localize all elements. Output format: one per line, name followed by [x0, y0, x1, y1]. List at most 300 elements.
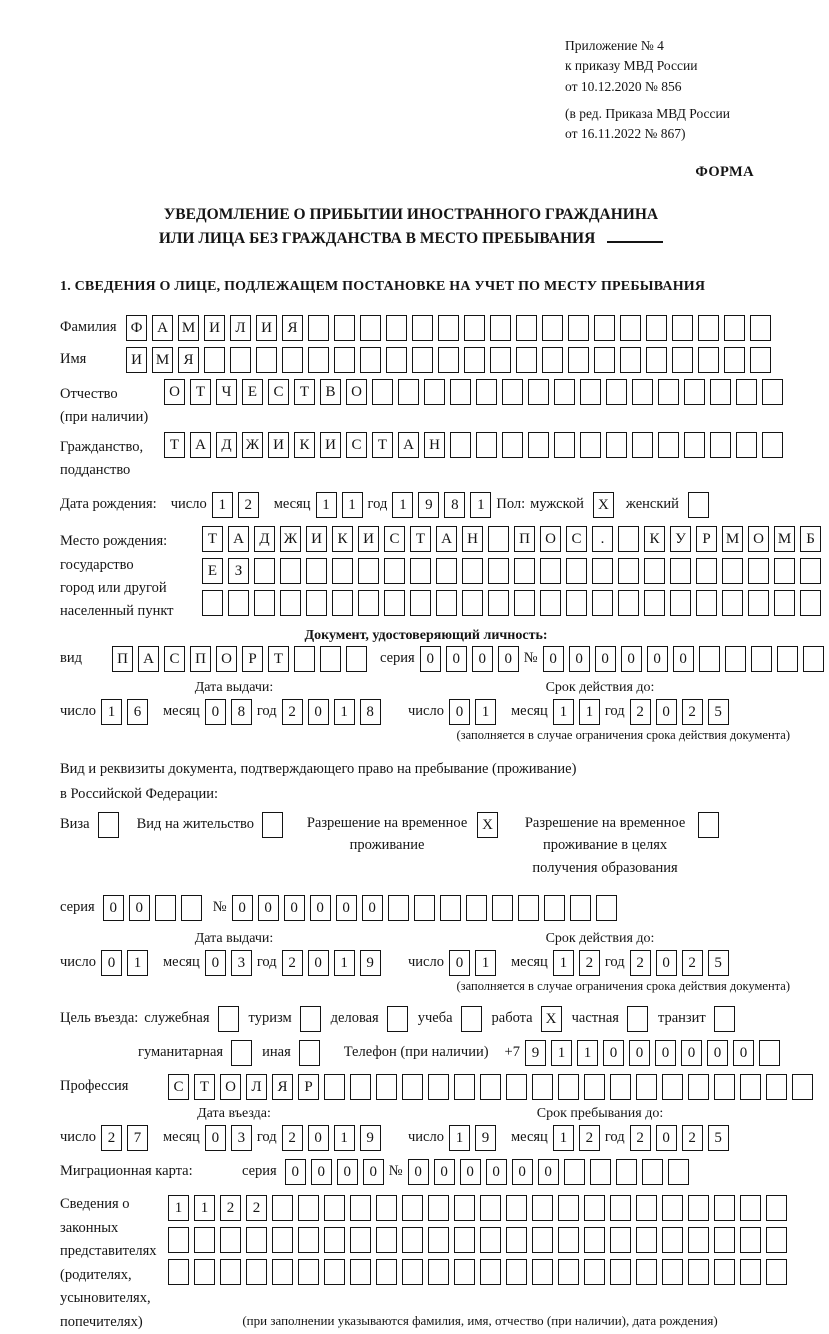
purpose-official-checkbox[interactable] [218, 1006, 239, 1032]
purpose-business-checkbox[interactable] [387, 1006, 408, 1032]
char-cell[interactable]: З [228, 558, 249, 584]
char-cell[interactable] [636, 1195, 657, 1221]
char-cell[interactable]: 0 [311, 1159, 332, 1185]
char-cell[interactable] [594, 315, 615, 341]
char-cell[interactable] [688, 1227, 709, 1253]
char-cell[interactable]: 2 [630, 699, 651, 725]
char-cell[interactable]: К [294, 432, 315, 458]
char-cell[interactable] [592, 590, 613, 616]
char-cell[interactable] [584, 1227, 605, 1253]
char-cell[interactable]: 0 [258, 895, 279, 921]
char-cell[interactable] [502, 379, 523, 405]
char-cell[interactable] [670, 558, 691, 584]
char-cell[interactable] [518, 895, 539, 921]
char-cell[interactable]: 0 [707, 1040, 728, 1066]
char-cell[interactable] [620, 347, 641, 373]
char-cell[interactable] [492, 895, 513, 921]
char-cell[interactable]: Т [268, 646, 289, 672]
char-cell[interactable] [714, 1195, 735, 1221]
char-cell[interactable]: 0 [308, 699, 329, 725]
char-cell[interactable]: П [190, 646, 211, 672]
purpose-other-checkbox[interactable] [299, 1040, 320, 1066]
char-cell[interactable]: 1 [342, 492, 363, 518]
char-cell[interactable]: 1 [577, 1040, 598, 1066]
char-cell[interactable] [644, 558, 665, 584]
char-cell[interactable] [256, 347, 277, 373]
char-cell[interactable] [450, 379, 471, 405]
char-cell[interactable]: 1 [101, 699, 122, 725]
char-cell[interactable]: Е [242, 379, 263, 405]
char-cell[interactable]: У [670, 526, 691, 552]
char-cell[interactable]: 0 [232, 895, 253, 921]
char-cell[interactable]: 0 [205, 699, 226, 725]
char-cell[interactable] [696, 558, 717, 584]
char-cell[interactable] [480, 1195, 501, 1221]
char-cell[interactable]: Л [230, 315, 251, 341]
char-cell[interactable] [414, 895, 435, 921]
char-cell[interactable]: 6 [127, 699, 148, 725]
char-cell[interactable]: 2 [682, 1125, 703, 1151]
char-cell[interactable] [698, 347, 719, 373]
char-cell[interactable] [740, 1195, 761, 1221]
char-cell[interactable] [466, 895, 487, 921]
char-cell[interactable] [410, 558, 431, 584]
char-cell[interactable] [384, 590, 405, 616]
char-cell[interactable] [724, 347, 745, 373]
char-cell[interactable]: 0 [629, 1040, 650, 1066]
char-cell[interactable]: С [164, 646, 185, 672]
char-cell[interactable]: 5 [708, 1125, 729, 1151]
char-cell[interactable]: С [268, 379, 289, 405]
char-cell[interactable] [662, 1195, 683, 1221]
char-cell[interactable] [672, 347, 693, 373]
char-cell[interactable] [480, 1074, 501, 1100]
char-cell[interactable] [360, 347, 381, 373]
char-cell[interactable] [516, 315, 537, 341]
char-cell[interactable] [454, 1195, 475, 1221]
char-cell[interactable]: 0 [284, 895, 305, 921]
char-cell[interactable] [596, 895, 617, 921]
char-cell[interactable] [658, 432, 679, 458]
char-cell[interactable] [670, 590, 691, 616]
char-cell[interactable]: А [152, 315, 173, 341]
char-cell[interactable] [346, 646, 367, 672]
char-cell[interactable]: 7 [127, 1125, 148, 1151]
char-cell[interactable] [688, 1259, 709, 1285]
char-cell[interactable]: 2 [682, 699, 703, 725]
char-cell[interactable] [516, 347, 537, 373]
char-cell[interactable]: 0 [655, 1040, 676, 1066]
char-cell[interactable]: М [722, 526, 743, 552]
char-cell[interactable]: Т [190, 379, 211, 405]
char-cell[interactable] [714, 1074, 735, 1100]
char-cell[interactable] [298, 1195, 319, 1221]
char-cell[interactable] [502, 432, 523, 458]
char-cell[interactable] [324, 1259, 345, 1285]
char-cell[interactable]: 0 [308, 950, 329, 976]
char-cell[interactable]: 2 [238, 492, 259, 518]
char-cell[interactable] [324, 1074, 345, 1100]
char-cell[interactable] [722, 558, 743, 584]
char-cell[interactable] [636, 1227, 657, 1253]
char-cell[interactable] [280, 590, 301, 616]
char-cell[interactable]: 1 [392, 492, 413, 518]
char-cell[interactable]: А [398, 432, 419, 458]
char-cell[interactable]: 2 [579, 950, 600, 976]
char-cell[interactable] [540, 558, 561, 584]
char-cell[interactable] [490, 315, 511, 341]
char-cell[interactable]: 1 [553, 1125, 574, 1151]
char-cell[interactable] [540, 590, 561, 616]
char-cell[interactable] [376, 1074, 397, 1100]
char-cell[interactable]: . [592, 526, 613, 552]
char-cell[interactable] [751, 646, 772, 672]
char-cell[interactable]: Р [298, 1074, 319, 1100]
char-cell[interactable] [618, 590, 639, 616]
char-cell[interactable] [542, 347, 563, 373]
char-cell[interactable]: 0 [603, 1040, 624, 1066]
char-cell[interactable]: В [320, 379, 341, 405]
char-cell[interactable] [462, 590, 483, 616]
char-cell[interactable]: 1 [579, 699, 600, 725]
char-cell[interactable] [204, 347, 225, 373]
char-cell[interactable] [202, 590, 223, 616]
char-cell[interactable] [554, 432, 575, 458]
char-cell[interactable] [594, 347, 615, 373]
char-cell[interactable] [688, 1195, 709, 1221]
char-cell[interactable]: 0 [408, 1159, 429, 1185]
char-cell[interactable] [620, 315, 641, 341]
char-cell[interactable]: 0 [656, 1125, 677, 1151]
char-cell[interactable]: И [358, 526, 379, 552]
char-cell[interactable] [684, 379, 705, 405]
char-cell[interactable] [324, 1227, 345, 1253]
char-cell[interactable] [710, 379, 731, 405]
char-cell[interactable]: 2 [282, 950, 303, 976]
char-cell[interactable] [282, 347, 303, 373]
char-cell[interactable] [544, 895, 565, 921]
char-cell[interactable] [564, 1159, 585, 1185]
char-cell[interactable]: С [566, 526, 587, 552]
char-cell[interactable] [402, 1227, 423, 1253]
char-cell[interactable]: И [320, 432, 341, 458]
char-cell[interactable] [332, 590, 353, 616]
char-cell[interactable]: 1 [127, 950, 148, 976]
char-cell[interactable] [308, 347, 329, 373]
char-cell[interactable]: 0 [363, 1159, 384, 1185]
gender-female-checkbox[interactable] [688, 492, 709, 518]
char-cell[interactable]: 8 [360, 699, 381, 725]
char-cell[interactable] [636, 1259, 657, 1285]
char-cell[interactable]: 1 [316, 492, 337, 518]
char-cell[interactable] [714, 1227, 735, 1253]
char-cell[interactable] [748, 590, 769, 616]
char-cell[interactable]: 1 [194, 1195, 215, 1221]
char-cell[interactable]: С [168, 1074, 189, 1100]
char-cell[interactable]: 5 [708, 699, 729, 725]
char-cell[interactable] [220, 1227, 241, 1253]
char-cell[interactable] [696, 590, 717, 616]
char-cell[interactable]: Ф [126, 315, 147, 341]
char-cell[interactable]: 1 [553, 699, 574, 725]
char-cell[interactable] [632, 379, 653, 405]
char-cell[interactable]: 2 [630, 950, 651, 976]
char-cell[interactable] [220, 1259, 241, 1285]
char-cell[interactable]: 0 [538, 1159, 559, 1185]
char-cell[interactable]: Е [202, 558, 223, 584]
char-cell[interactable] [698, 315, 719, 341]
char-cell[interactable] [254, 590, 275, 616]
char-cell[interactable] [558, 1195, 579, 1221]
char-cell[interactable]: С [346, 432, 367, 458]
char-cell[interactable]: 0 [569, 646, 590, 672]
char-cell[interactable] [566, 558, 587, 584]
char-cell[interactable]: И [268, 432, 289, 458]
char-cell[interactable] [740, 1259, 761, 1285]
char-cell[interactable] [306, 558, 327, 584]
char-cell[interactable] [294, 646, 315, 672]
char-cell[interactable]: Т [202, 526, 223, 552]
char-cell[interactable]: 1 [334, 950, 355, 976]
char-cell[interactable] [372, 379, 393, 405]
char-cell[interactable] [646, 315, 667, 341]
char-cell[interactable] [528, 432, 549, 458]
char-cell[interactable] [736, 379, 757, 405]
char-cell[interactable] [662, 1074, 683, 1100]
purpose-humanitarian-checkbox[interactable] [231, 1040, 252, 1066]
purpose-study-checkbox[interactable] [461, 1006, 482, 1032]
char-cell[interactable]: 1 [168, 1195, 189, 1221]
char-cell[interactable]: М [152, 347, 173, 373]
char-cell[interactable] [759, 1040, 780, 1066]
char-cell[interactable] [590, 1159, 611, 1185]
char-cell[interactable]: Ж [280, 526, 301, 552]
char-cell[interactable]: О [164, 379, 185, 405]
char-cell[interactable]: П [112, 646, 133, 672]
char-cell[interactable] [532, 1074, 553, 1100]
char-cell[interactable] [350, 1074, 371, 1100]
char-cell[interactable] [532, 1227, 553, 1253]
char-cell[interactable]: Т [164, 432, 185, 458]
char-cell[interactable] [386, 315, 407, 341]
char-cell[interactable]: 0 [420, 646, 441, 672]
char-cell[interactable] [762, 379, 783, 405]
char-cell[interactable]: И [306, 526, 327, 552]
char-cell[interactable]: 1 [553, 950, 574, 976]
char-cell[interactable] [568, 347, 589, 373]
char-cell[interactable] [740, 1074, 761, 1100]
char-cell[interactable] [454, 1227, 475, 1253]
char-cell[interactable] [658, 379, 679, 405]
char-cell[interactable]: 0 [446, 646, 467, 672]
char-cell[interactable]: К [644, 526, 665, 552]
char-cell[interactable]: 0 [621, 646, 642, 672]
char-cell[interactable]: 2 [101, 1125, 122, 1151]
char-cell[interactable]: Р [242, 646, 263, 672]
char-cell[interactable] [386, 347, 407, 373]
char-cell[interactable] [168, 1259, 189, 1285]
gender-male-checkbox[interactable]: X [593, 492, 614, 518]
char-cell[interactable] [246, 1227, 267, 1253]
char-cell[interactable] [610, 1195, 631, 1221]
char-cell[interactable] [584, 1074, 605, 1100]
char-cell[interactable]: 0 [308, 1125, 329, 1151]
char-cell[interactable] [308, 315, 329, 341]
char-cell[interactable] [792, 1074, 813, 1100]
char-cell[interactable]: А [436, 526, 457, 552]
char-cell[interactable]: 9 [418, 492, 439, 518]
char-cell[interactable] [542, 315, 563, 341]
char-cell[interactable]: Т [194, 1074, 215, 1100]
char-cell[interactable] [254, 558, 275, 584]
char-cell[interactable]: И [204, 315, 225, 341]
char-cell[interactable] [324, 1195, 345, 1221]
char-cell[interactable] [570, 895, 591, 921]
char-cell[interactable] [454, 1074, 475, 1100]
char-cell[interactable] [644, 590, 665, 616]
visa-checkbox[interactable] [98, 812, 119, 838]
char-cell[interactable] [168, 1227, 189, 1253]
char-cell[interactable] [616, 1159, 637, 1185]
char-cell[interactable] [350, 1259, 371, 1285]
char-cell[interactable]: 0 [647, 646, 668, 672]
char-cell[interactable] [358, 590, 379, 616]
char-cell[interactable]: Я [282, 315, 303, 341]
char-cell[interactable] [584, 1195, 605, 1221]
char-cell[interactable] [194, 1227, 215, 1253]
char-cell[interactable]: Д [216, 432, 237, 458]
char-cell[interactable] [558, 1227, 579, 1253]
char-cell[interactable] [618, 526, 639, 552]
char-cell[interactable] [402, 1259, 423, 1285]
char-cell[interactable] [724, 315, 745, 341]
char-cell[interactable] [194, 1259, 215, 1285]
char-cell[interactable]: 2 [282, 699, 303, 725]
char-cell[interactable] [428, 1195, 449, 1221]
char-cell[interactable]: 1 [334, 699, 355, 725]
char-cell[interactable] [332, 558, 353, 584]
char-cell[interactable]: Я [272, 1074, 293, 1100]
char-cell[interactable]: О [540, 526, 561, 552]
char-cell[interactable]: Ч [216, 379, 237, 405]
char-cell[interactable]: 0 [362, 895, 383, 921]
char-cell[interactable]: 9 [525, 1040, 546, 1066]
char-cell[interactable] [584, 1259, 605, 1285]
char-cell[interactable] [298, 1227, 319, 1253]
char-cell[interactable]: 0 [449, 950, 470, 976]
char-cell[interactable] [360, 315, 381, 341]
char-cell[interactable]: 1 [212, 492, 233, 518]
char-cell[interactable] [532, 1259, 553, 1285]
char-cell[interactable]: А [190, 432, 211, 458]
char-cell[interactable]: Н [424, 432, 445, 458]
char-cell[interactable]: 0 [285, 1159, 306, 1185]
char-cell[interactable] [766, 1195, 787, 1221]
char-cell[interactable]: А [228, 526, 249, 552]
char-cell[interactable] [410, 590, 431, 616]
char-cell[interactable]: 0 [656, 950, 677, 976]
char-cell[interactable] [438, 347, 459, 373]
char-cell[interactable]: О [346, 379, 367, 405]
char-cell[interactable]: 0 [681, 1040, 702, 1066]
char-cell[interactable]: 5 [708, 950, 729, 976]
char-cell[interactable]: Р [696, 526, 717, 552]
char-cell[interactable] [272, 1259, 293, 1285]
char-cell[interactable] [298, 1259, 319, 1285]
char-cell[interactable] [440, 895, 461, 921]
char-cell[interactable] [350, 1227, 371, 1253]
char-cell[interactable]: О [748, 526, 769, 552]
purpose-tourism-checkbox[interactable] [300, 1006, 321, 1032]
char-cell[interactable] [636, 1074, 657, 1100]
char-cell[interactable] [662, 1227, 683, 1253]
char-cell[interactable]: О [216, 646, 237, 672]
char-cell[interactable] [748, 558, 769, 584]
char-cell[interactable] [428, 1227, 449, 1253]
char-cell[interactable]: Д [254, 526, 275, 552]
char-cell[interactable] [777, 646, 798, 672]
char-cell[interactable] [480, 1227, 501, 1253]
char-cell[interactable]: Т [294, 379, 315, 405]
char-cell[interactable] [506, 1074, 527, 1100]
char-cell[interactable] [580, 379, 601, 405]
char-cell[interactable] [610, 1259, 631, 1285]
char-cell[interactable] [306, 590, 327, 616]
char-cell[interactable] [464, 347, 485, 373]
char-cell[interactable]: 0 [486, 1159, 507, 1185]
char-cell[interactable] [528, 379, 549, 405]
char-cell[interactable] [725, 646, 746, 672]
char-cell[interactable]: И [126, 347, 147, 373]
char-cell[interactable] [668, 1159, 689, 1185]
char-cell[interactable] [398, 379, 419, 405]
char-cell[interactable] [532, 1195, 553, 1221]
char-cell[interactable] [480, 1259, 501, 1285]
char-cell[interactable]: 0 [336, 895, 357, 921]
char-cell[interactable] [688, 1074, 709, 1100]
char-cell[interactable] [558, 1259, 579, 1285]
char-cell[interactable] [506, 1259, 527, 1285]
char-cell[interactable] [514, 590, 535, 616]
char-cell[interactable]: 0 [498, 646, 519, 672]
char-cell[interactable] [774, 558, 795, 584]
char-cell[interactable]: 0 [205, 950, 226, 976]
char-cell[interactable] [672, 315, 693, 341]
char-cell[interactable]: 2 [630, 1125, 651, 1151]
char-cell[interactable]: 1 [475, 950, 496, 976]
char-cell[interactable] [320, 646, 341, 672]
char-cell[interactable] [272, 1195, 293, 1221]
char-cell[interactable]: 0 [472, 646, 493, 672]
purpose-work-checkbox[interactable]: X [541, 1006, 562, 1032]
char-cell[interactable]: 2 [282, 1125, 303, 1151]
char-cell[interactable] [436, 558, 457, 584]
char-cell[interactable] [488, 526, 509, 552]
char-cell[interactable] [566, 590, 587, 616]
char-cell[interactable] [803, 646, 824, 672]
char-cell[interactable] [610, 1074, 631, 1100]
char-cell[interactable] [662, 1259, 683, 1285]
char-cell[interactable]: 9 [475, 1125, 496, 1151]
char-cell[interactable] [740, 1227, 761, 1253]
char-cell[interactable]: 2 [682, 950, 703, 976]
char-cell[interactable] [642, 1159, 663, 1185]
char-cell[interactable]: И [256, 315, 277, 341]
char-cell[interactable] [428, 1074, 449, 1100]
char-cell[interactable]: 0 [449, 699, 470, 725]
char-cell[interactable]: 0 [512, 1159, 533, 1185]
char-cell[interactable] [606, 379, 627, 405]
